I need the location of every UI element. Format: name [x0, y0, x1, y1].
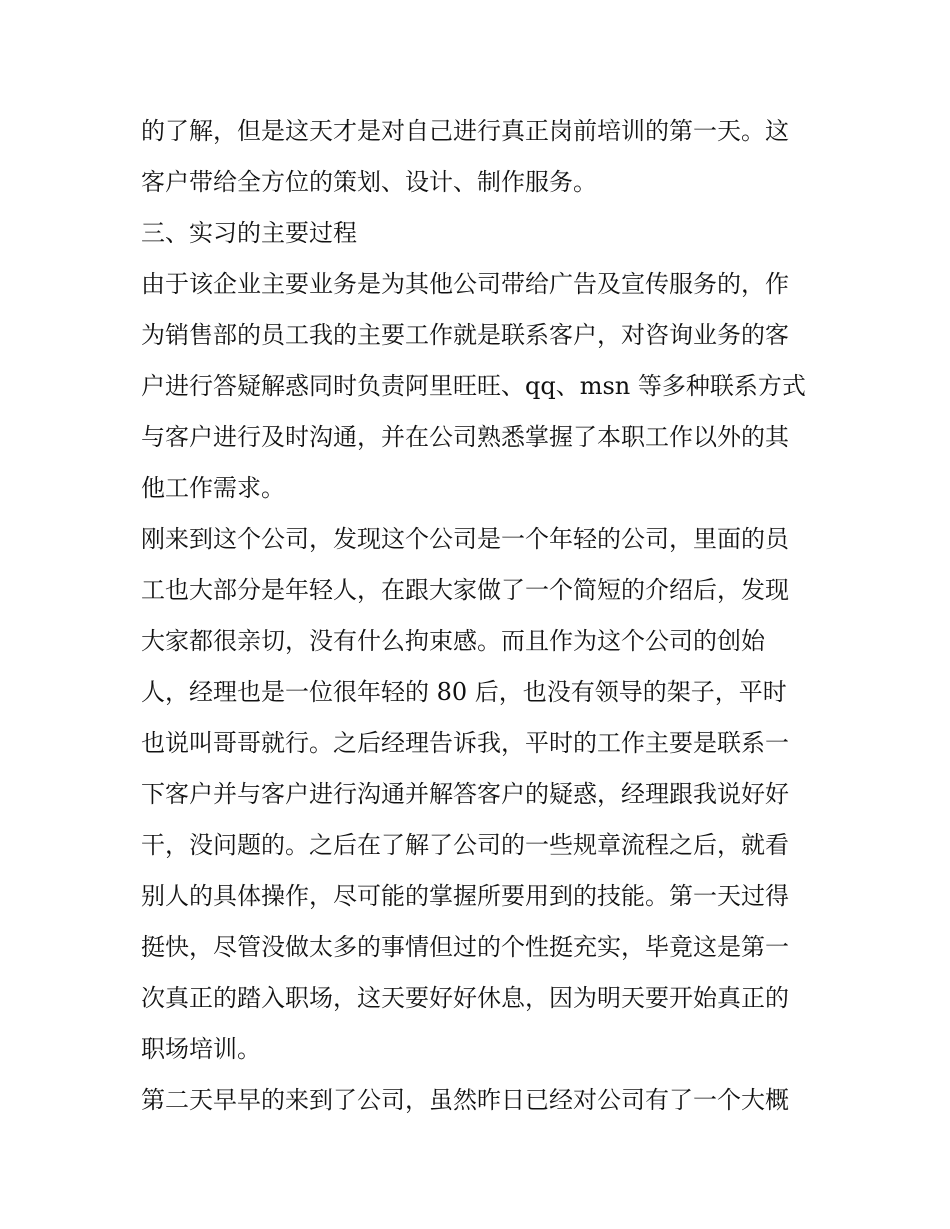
text-line: 职场培训。: [141, 1035, 261, 1063]
text-line: 为销售部的员工我的主要工作就是联系客户，对咨询业务的客: [141, 321, 789, 349]
text-line: 干，没问题的。之后在了解了公司的一些规章流程之后，就看: [141, 831, 789, 859]
text-line: 与客户进行及时沟通，并在公司熟悉掌握了本职工作以外的其: [141, 423, 789, 451]
text-line: 户进行答疑解惑同时负责阿里旺旺、qq、msn 等多种联系方式: [141, 372, 806, 400]
text-line: 次真正的踏入职场，这天要好好休息，因为明天要开始真正的: [141, 984, 789, 1012]
section-heading: 三、实习的主要过程: [141, 219, 357, 247]
text-line: 下客户并与客户进行沟通并解答客户的疑惑，经理跟我说好好: [141, 780, 789, 808]
text-line: 他工作需求。: [141, 474, 285, 502]
document-body: [141, 106, 821, 1126]
text-line: 的了解，但是这天才是对自己进行真正岗前培训的第一天。这: [141, 117, 789, 145]
text-line: 人，经理也是一位很年轻的 80 后，也没有领导的架子，平时: [141, 678, 787, 706]
text-line: 大家都很亲切，没有什么拘束感。而且作为这个公司的创始: [141, 627, 765, 655]
text-line: 挺快，尽管没做太多的事情但过的个性挺充实，毕竟这是第一: [141, 933, 789, 961]
text-line: 刚来到这个公司，发现这个公司是一个年轻的公司，里面的员: [141, 525, 789, 553]
text-line: 由于该企业主要业务是为其他公司带给广告及宣传服务的，作: [141, 270, 789, 298]
text-line: 客户带给全方位的策划、设计、制作服务。: [141, 168, 597, 196]
text-line: 别人的具体操作，尽可能的掌握所要用到的技能。第一天过得: [141, 882, 789, 910]
text-line: 工也大部分是年轻人，在跟大家做了一个简短的介绍后，发现: [141, 576, 789, 604]
text-line: 也说叫哥哥就行。之后经理告诉我，平时的工作主要是联系一: [141, 729, 789, 757]
text-line: 第二天早早的来到了公司，虽然昨日已经对公司有了一个大概: [141, 1086, 789, 1114]
